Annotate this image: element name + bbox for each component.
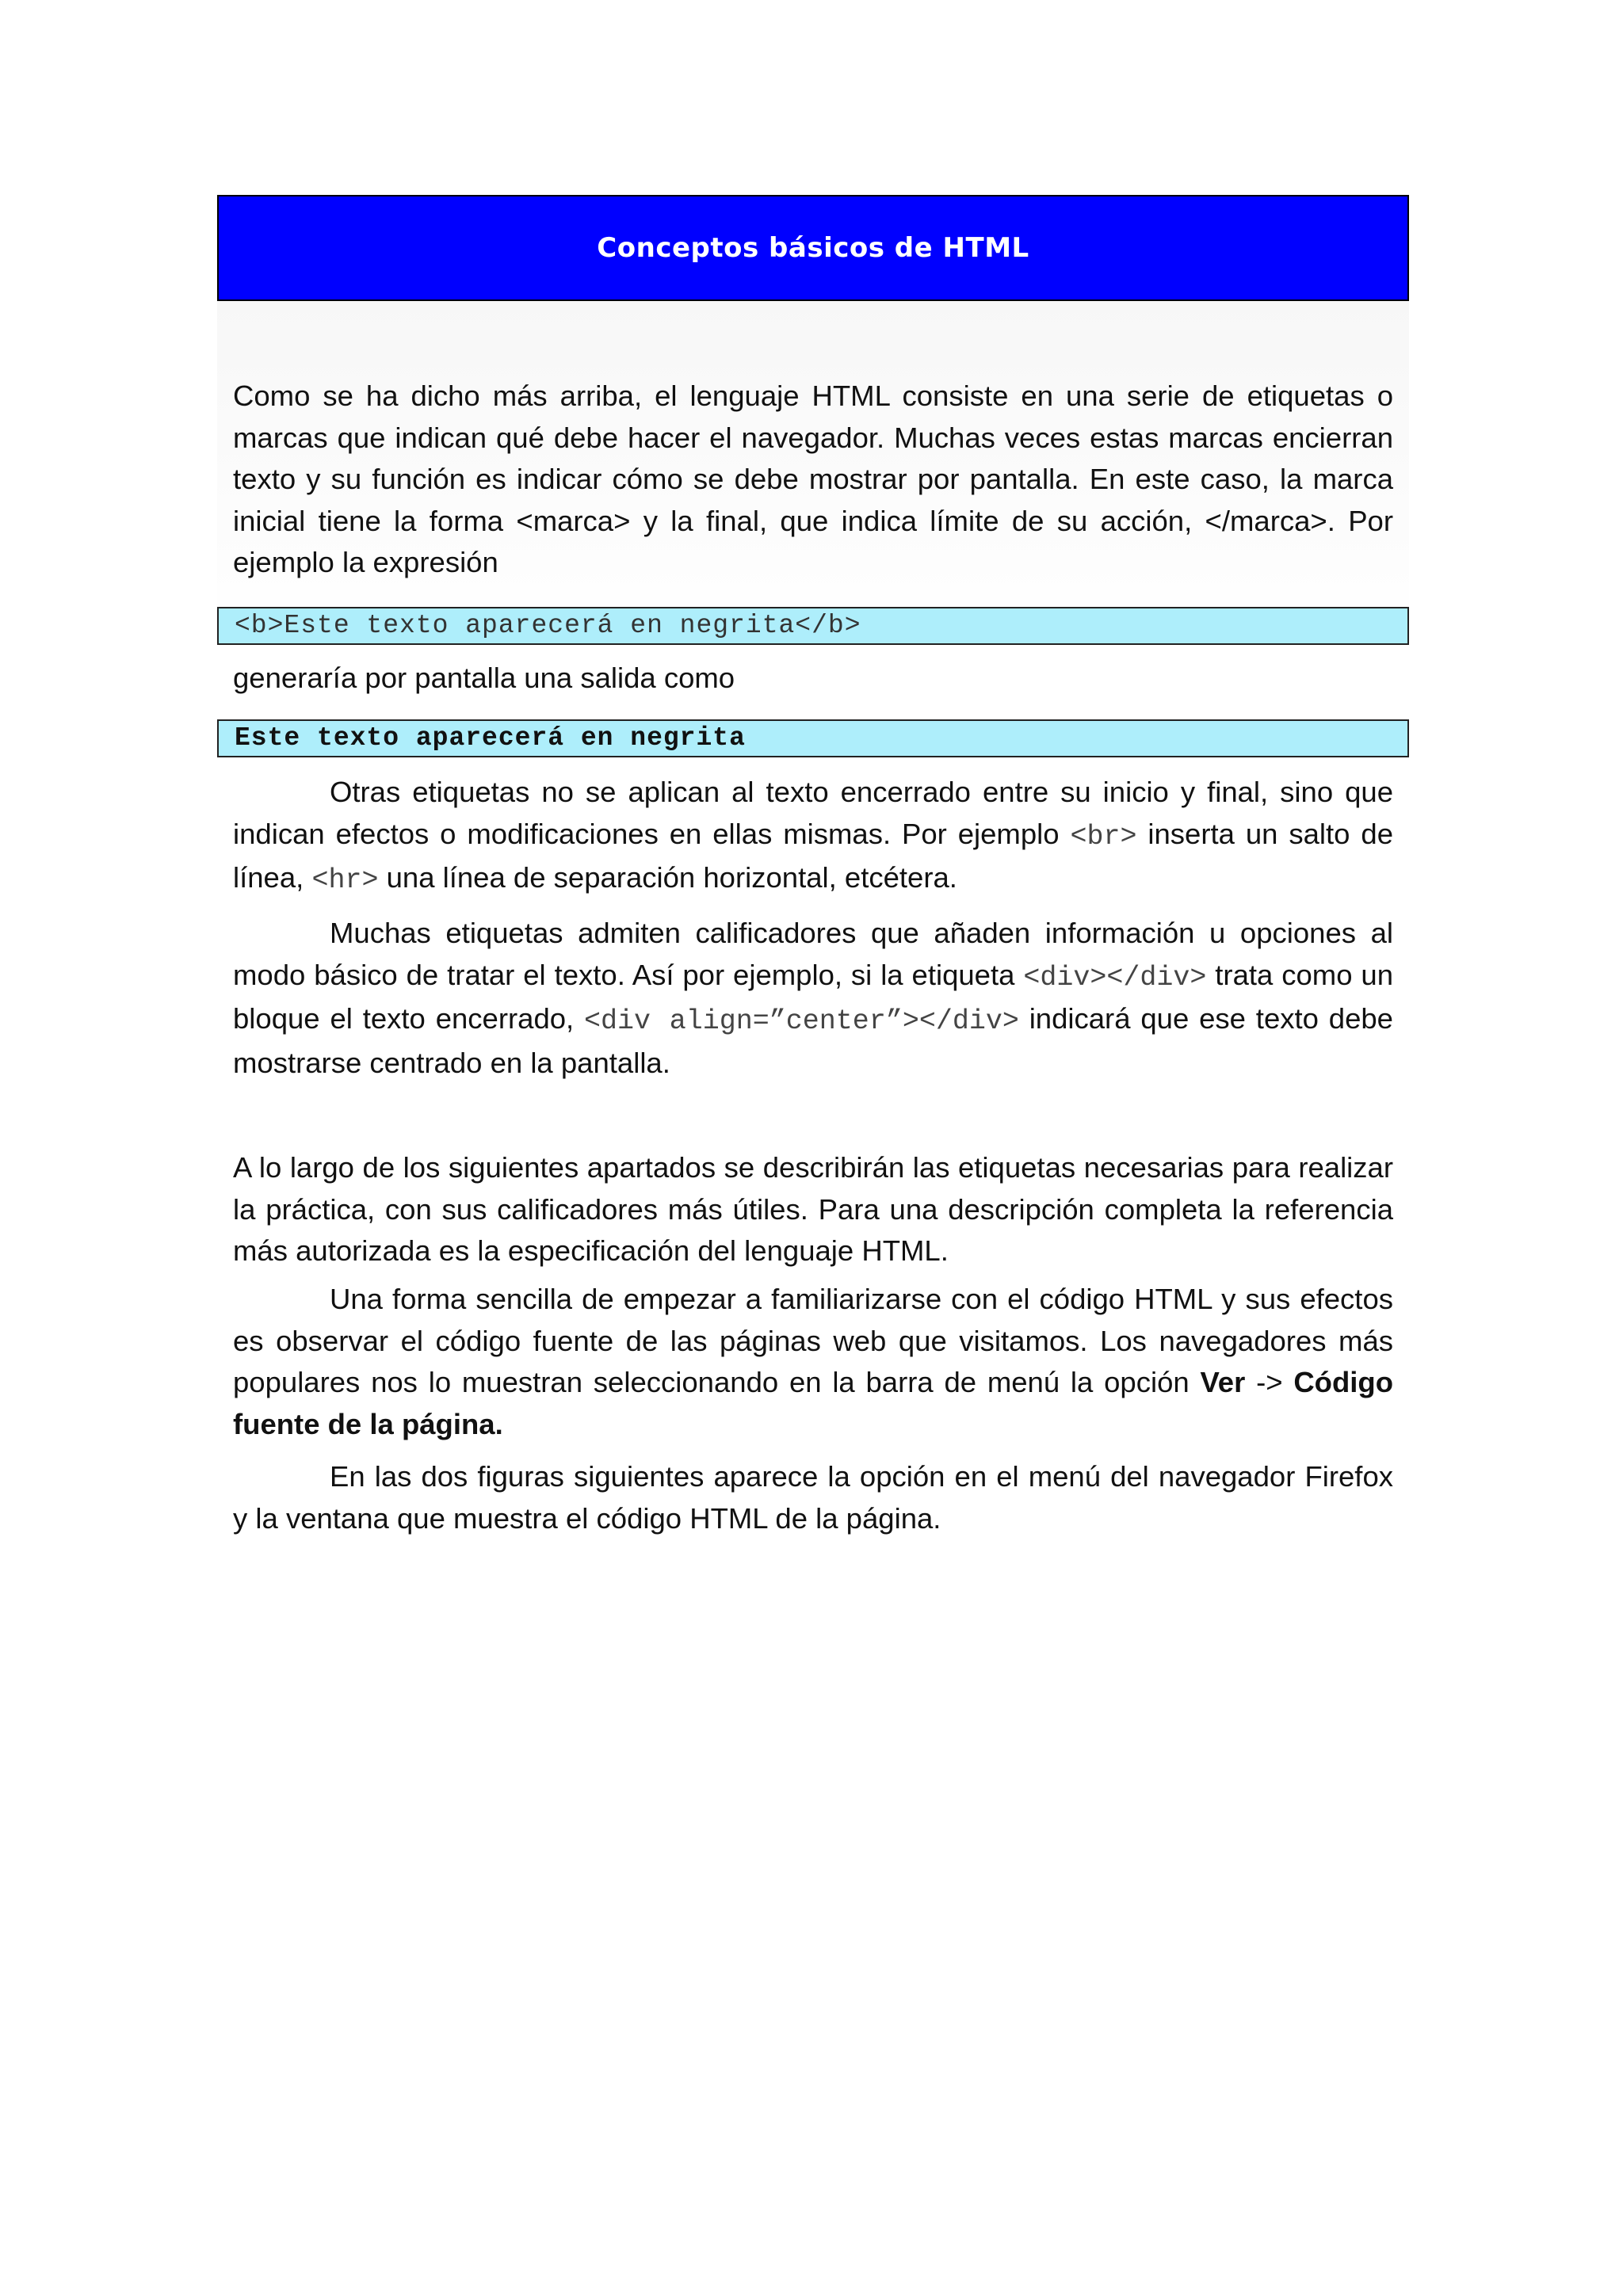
section-title: Conceptos básicos de HTML: [597, 232, 1029, 264]
code-div: <div></div>: [1023, 961, 1207, 994]
paragraph-other-tags-part2: inserta un salto de línea,: [233, 817, 1393, 894]
paragraph-other-tags: [233, 772, 1393, 902]
section-header: [217, 195, 1409, 301]
paragraph-qualifiers-part1: Muchas etiquetas admiten calificadores que añaden información u opciones al modo básico de tratar el texto. Así por ejemplo, si la etiqueta: [233, 917, 1393, 991]
paragraph-other-tags-part1: Otras etiquetas no se aplican al texto encerrado entre su inicio y final, sino que indican efectos o modificaciones en ellas mismas. Por ejemplo: [233, 776, 1393, 850]
paragraph-sections: A lo largo de los siguientes apartados se describirán las etiquetas necesarias para realizar la práctica, con sus calificadores más útiles. Para una descripción completa la referencia más autorizada es la especificación del lenguaje HTML.: [233, 1151, 1393, 1267]
paragraph-intro: Como se ha dicho más arriba, el lenguaje HTML consiste en una serie de etiquetas o marcas que indican qué debe hacer el navegador. Muchas veces estas marcas encierran texto y su función es indicar cómo se debe mostrar por pantalla. En este caso, la marca inicial tiene la forma <marca> y la final, que indica límite de su acción, </marca>. Por ejemplo la expresión: [233, 379, 1393, 578]
paragraph-qualifiers: [233, 913, 1393, 1084]
menu-ver: Ver: [1200, 1366, 1246, 1398]
paragraph-qualifiers-part2: trata como un bloque el texto encerrado,: [233, 958, 1393, 1035]
code-example-box: <b>Este texto aparecerá en negrita</b>: [217, 607, 1409, 645]
menu-codigo-fuente: Código fuente de la página.: [233, 1366, 1393, 1440]
paragraph-qualifiers-part3: indicará que ese texto debe mostrarse centrado en la pantalla.: [233, 1002, 1393, 1079]
code-div-center: <div align=”center”></div>: [584, 1005, 1019, 1037]
paragraph-output-lead: generaría por pantalla una salida como: [233, 662, 735, 694]
code-br: <br>: [1070, 820, 1137, 852]
paragraph-source-code-part1: Una forma sencilla de empezar a familiarizarse con el código HTML y sus efectos es observar el código fuente de las páginas web que visitamos. Los navegadores más populares nos lo muestran seleccionando en la barra de menú la opción: [233, 1283, 1393, 1398]
paragraph-figures: En las dos figuras siguientes aparece la opción en el menú del navegador Firefox y la ventana que muestra el código HTML de la página.: [233, 1460, 1393, 1535]
paragraph-other-tags-part3: una línea de separación horizontal, etcétera.: [378, 861, 957, 894]
output-example-box: Este texto aparecerá en negrita: [217, 719, 1409, 757]
code-hr: <hr>: [311, 864, 379, 896]
paragraph-source-code: [233, 1279, 1393, 1445]
menu-arrow: ->: [1245, 1366, 1294, 1398]
